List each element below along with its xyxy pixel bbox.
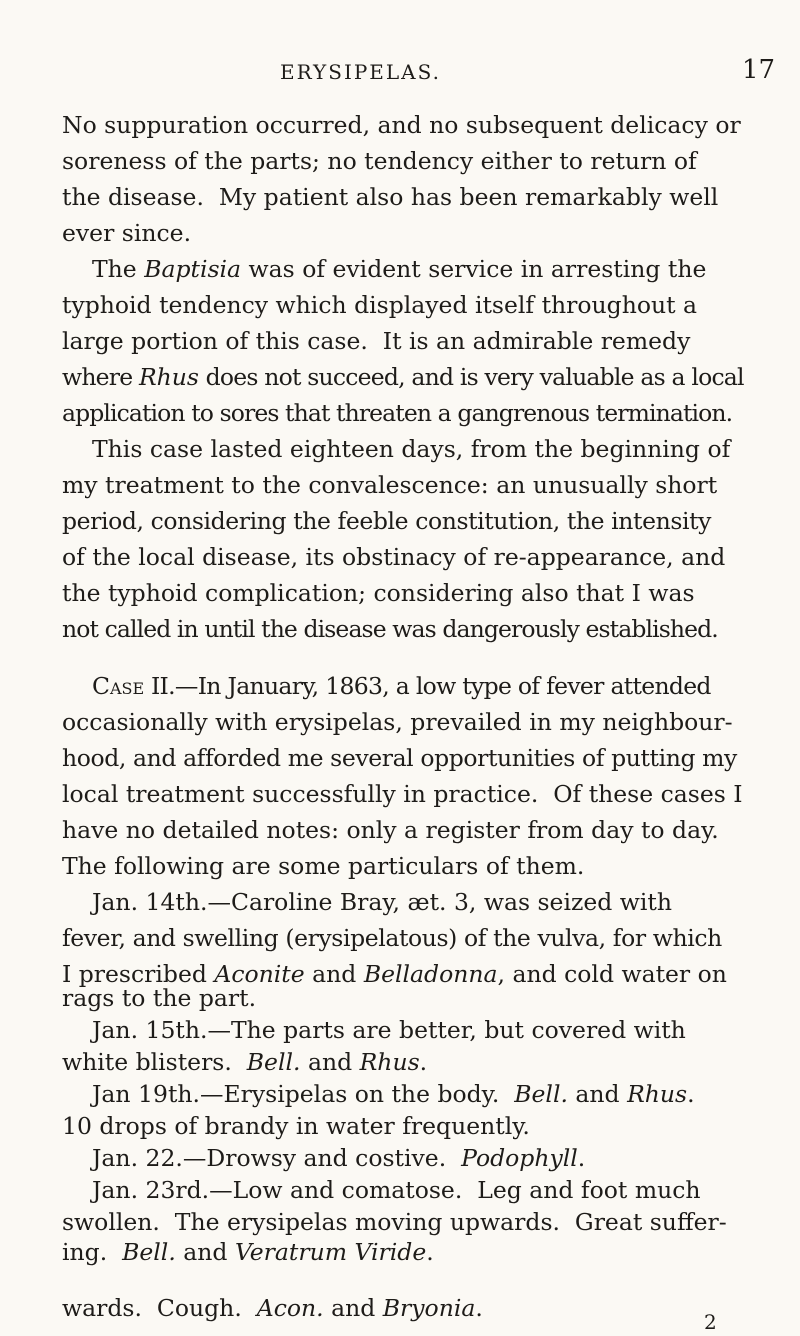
italic-term: Rhus (627, 1080, 688, 1108)
text-line: occasionally with erysipelas, prevailed in my neighbour- (62, 708, 733, 736)
text-line: The Baptisia was of evident service in arresting the (92, 255, 707, 283)
text-line: application to sores that threaten a gangrenous termination. (62, 399, 733, 427)
text-line: not called in until the disease was dangerously established. (62, 615, 718, 643)
page-number: 17 (742, 55, 776, 85)
italic-term: Belladonna (363, 960, 498, 988)
italic-term: Acon. (256, 1294, 324, 1322)
text-line: Jan. 14th.—Caroline Bray, æt. 3, was seized with (92, 888, 672, 916)
text-line: the typhoid complication; considering also that I was (62, 579, 695, 607)
text-line: swollen. The erysipelas moving upwards. Great suffer- (62, 1208, 727, 1236)
text-line: Jan 19th.—Erysipelas on the body. Bell. and Rhus. (92, 1080, 695, 1108)
text-line: The following are some particulars of them. (62, 852, 585, 880)
text-line: typhoid tendency which displayed itself throughout a (62, 291, 698, 319)
italic-term: Bell. (246, 1048, 301, 1076)
italic-term: Rhus (359, 1048, 420, 1076)
text-line: period, considering the feeble constitution, the intensity (62, 507, 712, 535)
signature-mark: 2 (704, 1310, 717, 1334)
text-line: 10 drops of brandy in water frequently. (62, 1112, 530, 1140)
text-line: ing. Bell. and Veratrum Viride. (62, 1238, 434, 1266)
text-line: wards. Cough. Acon. and Bryonia. (62, 1294, 483, 1322)
italic-term: Baptisia (144, 255, 242, 283)
text-line: soreness of the parts; no tendency either to return of (62, 147, 697, 175)
text-line: white blisters. Bell. and Rhus. (62, 1048, 428, 1076)
text-line: large portion of this case. It is an admirable remedy (62, 327, 691, 355)
text-line (0, 1262, 800, 1298)
italic-term: Veratrum Viride (234, 1238, 427, 1266)
italic-term: Podophyll (461, 1144, 578, 1172)
running-head: ERYSIPELAS. (280, 60, 441, 84)
text-line: Case II.—In January, 1863, a low type of fever attended (92, 672, 711, 700)
text-line: I prescribed Aconite and Belladonna, and cold water on (62, 960, 727, 988)
text-line: the disease. My patient also has been remarkably well (62, 183, 719, 211)
text-line: local treatment successfully in practice. Of these cases I (62, 780, 743, 808)
italic-term: Bryonia (382, 1294, 476, 1322)
text-line: where Rhus does not succeed, and is very valuable as a local (62, 363, 744, 391)
text-line: of the local disease, its obstinacy of re-appearance, and (62, 543, 726, 571)
text-line: rags to the part. (62, 984, 257, 1012)
italic-term: Bell. (122, 1238, 176, 1266)
text-line: ever since. (62, 219, 192, 247)
italic-term: Bell. (514, 1080, 568, 1108)
text-line: This case lasted eighteen days, from the beginning of (92, 435, 731, 463)
italic-term: Aconite (214, 960, 305, 988)
text-line: Jan. 23rd.—Low and comatose. Leg and foot much (92, 1176, 701, 1204)
text-line: No suppuration occurred, and no subsequent delicacy or (62, 111, 741, 139)
text-line: fever, and swelling (erysipelatous) of the vulva, for which (62, 924, 722, 952)
italic-term: Rhus (138, 363, 199, 391)
text-line: Jan. 15th.—The parts are better, but covered with (92, 1016, 686, 1044)
text-line: Jan. 22.—Drowsy and costive. Podophyll. (92, 1144, 586, 1172)
text-line: my treatment to the convalescence: an unusually short (62, 471, 718, 499)
text-line: hood, and afforded me several opportunities of putting my (62, 744, 737, 772)
text-line: have no detailed notes: only a register from day to day. (62, 816, 719, 844)
